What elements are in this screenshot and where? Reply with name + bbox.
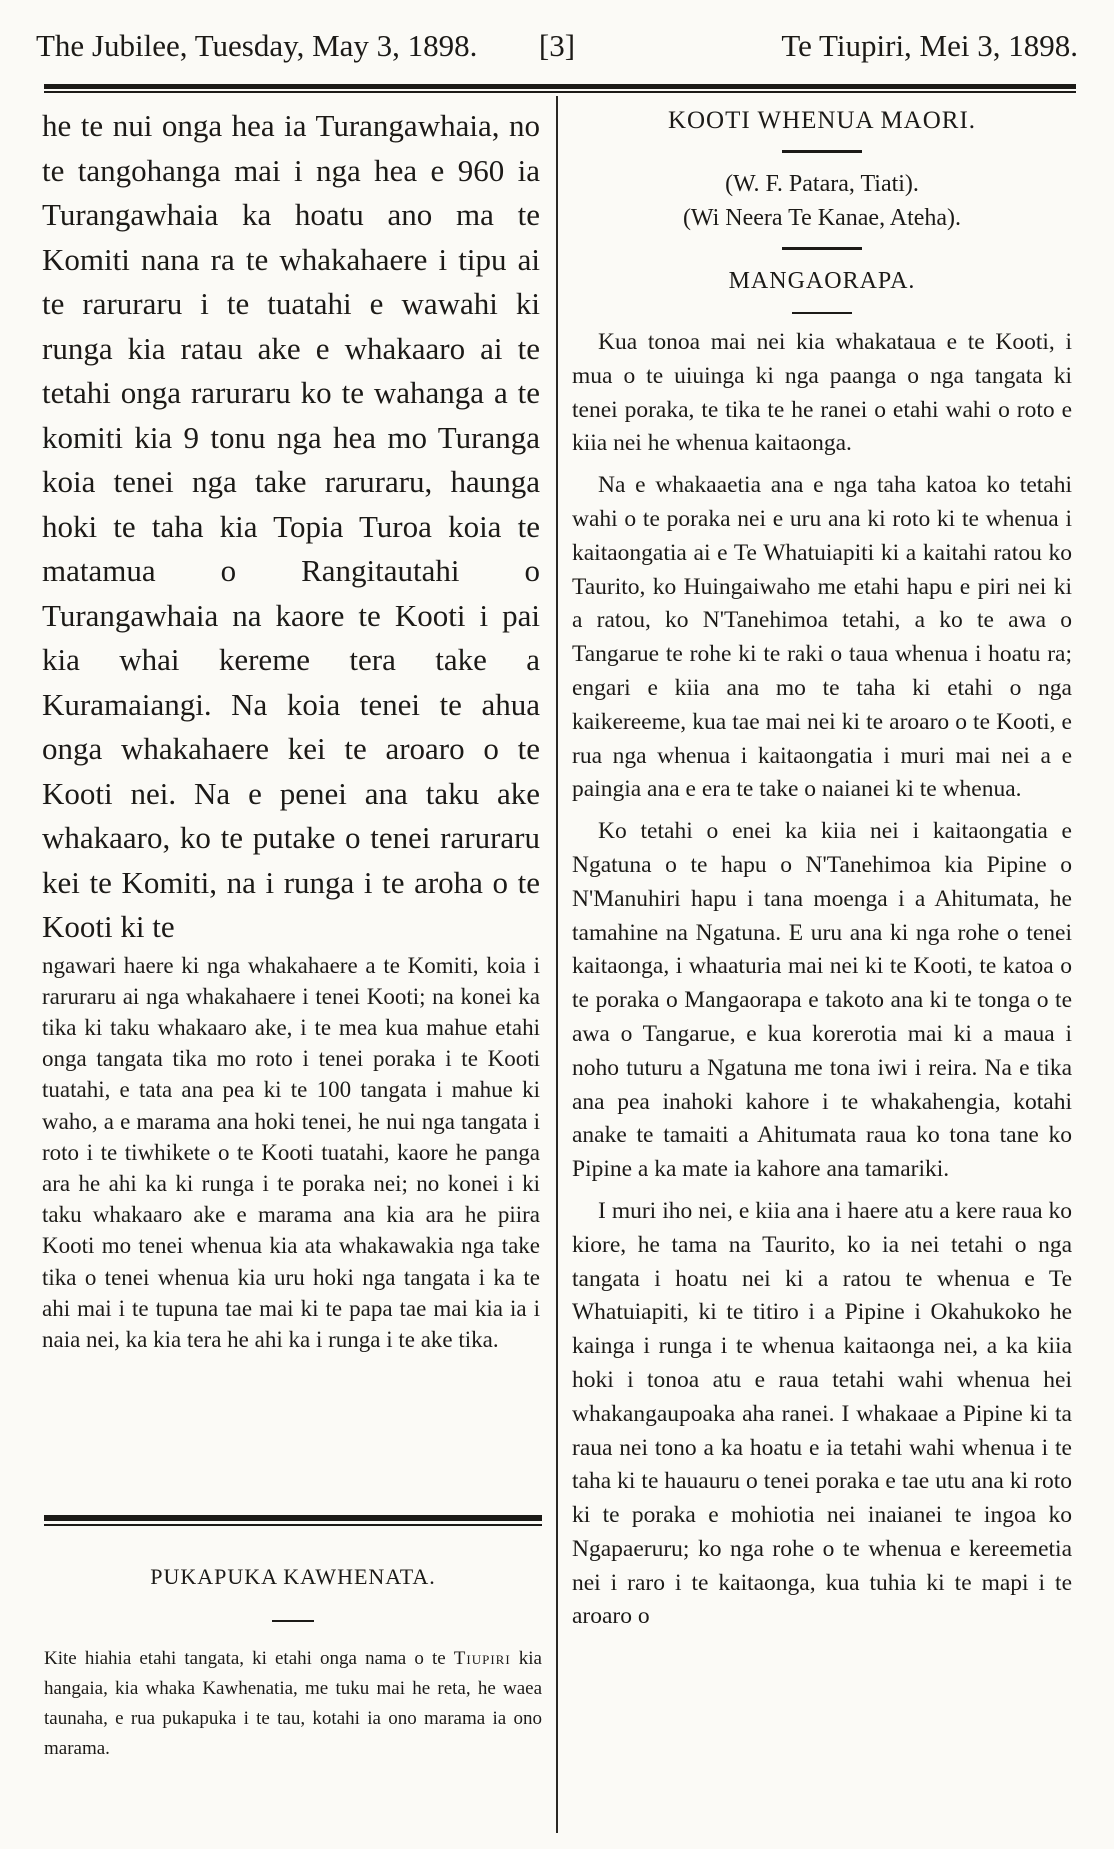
- right-column: [572, 104, 1072, 1642]
- subtitle-rule: [782, 247, 862, 250]
- notice-body: [44, 1644, 542, 1764]
- block-rule: [792, 312, 852, 314]
- left-column: [42, 104, 540, 1355]
- notice-rest: kia hangaia, kia whaka Kawhenatia, me tuku mai he reta, he waea taunaha, e rua pukapuka i te tau, kotahi ia ono marama ia ono marama.: [44, 1648, 542, 1759]
- title-rule: [782, 150, 862, 153]
- court-judge: (W. F. Patara, Tiati).: [725, 171, 919, 197]
- header-english-date: The Jubilee, Tuesday, May 3, 1898.: [36, 28, 478, 63]
- paragraph: I muri iho nei, e kiia ana i haere atu a kere raua ko kiore, he tama na Taurito, ko ia nei tetahi o nga tangata i hoatu nei ki a ratou te whenua e Te Whatuiapiti, ki te titiro i a Pipine i Okahukoko he kainga i runga i te whenua kaitaonga nei, a ka kiia hoki i tonoa atu e raua tetahi wahi whenua hei whakangaupoaka aha ranei. I whakaae a Pipine ki ta raua nei tono a ka hoatu e ia tetahi wahi whenua i te taha ki te hauauru o tenei poraka e tae utu ana ki roto ki te poraka e mohiotia nei inaianei te ingoa ko Ngapaeruru; ko nga rohe o te whenua e kereemetia nei i raro i te kaitaonga, kua tuhia ki te mapi i te aroaro o: [572, 1197, 1072, 1630]
- page-number: [3]: [538, 28, 576, 63]
- notice-newspaper-name: Tiupiri: [453, 1648, 511, 1669]
- column-divider: [556, 96, 558, 1833]
- notice-section: [44, 1560, 542, 1764]
- header-maori-date: Te Tiupiri, Mei 3, 1898.: [781, 28, 1078, 63]
- section-rule-thick: [44, 1515, 542, 1521]
- article-continuation-small: ngawari haere ki nga whakahaere a te Komiti, koia i raruraru ai nga whakahaere i tenei Kooti; na konei ka tika ki taku whakaaro ake, i te mea kua mahue etahi onga tangata tika mo roto i tenei poraka i te Kooti tuatahi, e tata ana pea ki te 100 tangata i mahue ki waho, a e marama ana hoki tenei, he nui nga tangata i roto i te tiwhikete o te Kooti tuatahi, kaore he panga ara he ahi ka ki runga i te poraka nei; no konei i ki taku whakaaro ake e marama ana kia ara he piira Kooti mo tenei whenua kia ata whakawakia nga take tika o tenei whenua kia uru hoki nga tangata i ka te ahi mai i te tupuna tae mai ki te papa tae mai kia ia i naia nei, ka kia tera he ahi ka i runga i te ake tika.: [42, 952, 540, 1352]
- court-title: KOOTI WHENUA MAORI.: [667, 107, 977, 134]
- paragraph: Ko tetahi o enei ka kiia nei i kaitaongatia e Ngatuna o te hapu o N'Tanehimoa kia Pipine o N'Manuhiri hapu i tana moenga i a Ahitumata, he tamahine na Ngatuna. E uru ana ki nga rohe o tenei kaitaonga, i whaaturia mai nei ki te Kooti, te katoa o te poraka o Mangaorapa e takoto ana ki te tonga o te awa o Tangarue, e kua korerotia mai ki a maua i noho tuturu a Ngatuna me tona iwi i reira. Na e tika ana pea inahoki kahore i te whakahengia, kotahi anake te tamaiti a Ahitumata raua ko tona tane ko Pipine a ka mate ia kahore ana tamariki.: [572, 818, 1072, 1183]
- paragraph: Kua tonoa mai nei kia whakataua e te Kooti, i mua o te uiuinga ki nga paanga o nga tangata ki tenei poraka, te tika te he ranei o etahi wahi o roto e kiia nei he whenua kaitaonga.: [572, 329, 1072, 457]
- header-rule-thick: [44, 84, 1076, 89]
- section-rule-thin: [44, 1524, 542, 1526]
- page-header: [36, 28, 1078, 74]
- header-rule-thin: [44, 91, 1076, 93]
- article-continuation-large: he te nui onga hea ia Turangawhaia, no te tangohanga mai i nga hea e 960 ia Turangawhaia ka hoatu ano ma te Komiti nana ra te whakahaere i tipu ai te raruraru i te tuatahi e wawahi ki runga kia ratau ake e whakaaro ai te tetahi onga raruraru ko te wahanga a te komiti kia 9 tonu nga hea mo Turanga koia tenei nga take raruraru, haunga hoki te taha kia Topia Turoa koia te matamua o Rangitautahi o Turangawhaia na kaore te Kooti i pai kia whai kereme tera take a Kuramaiangi. Na koia tenei te ahua onga whakahaere kei te aroaro o te Kooti nei. Na e penei ana taku ake whakaaro, ko te putake o tenei raruraru kei te Komiti, na i runga i te aroha o te Kooti ki te: [42, 108, 540, 944]
- block-name: MANGAORAPA.: [728, 268, 916, 294]
- notice-lead: Kite hiahia etahi tangata, ki etahi onga nama o te: [44, 1648, 454, 1669]
- paragraph: Na e whakaaetia ana e nga taha katoa ko tetahi wahi o te poraka nei e uru ana ki roto ki te whenua i kaitaongatia ai e Te Whatuiapiti ki a kaitahi ratou ko Taurito, ko Huingaiwaho me etahi hapu e piri nei ki a ratou, ko N'Tanehimoa tetahi, a ko te awa o Tangarue te rohe ki te raki o taua whenua i hoatu ra; engari e kiia ana mo te taha ki etahi o nga kaikereeme, kua tae mai nei ki te aroaro o te Kooti, e rua nga whenua i kaitaongatia i muri mai nei a e paingia ana e era te take o naianei ki te whenua.: [572, 472, 1072, 803]
- notice-title: PUKAPUKA KAWHENATA.: [150, 1564, 436, 1589]
- court-assessor: (Wi Neera Te Kanae, Ateha).: [682, 205, 962, 231]
- notice-rule: [272, 1620, 314, 1622]
